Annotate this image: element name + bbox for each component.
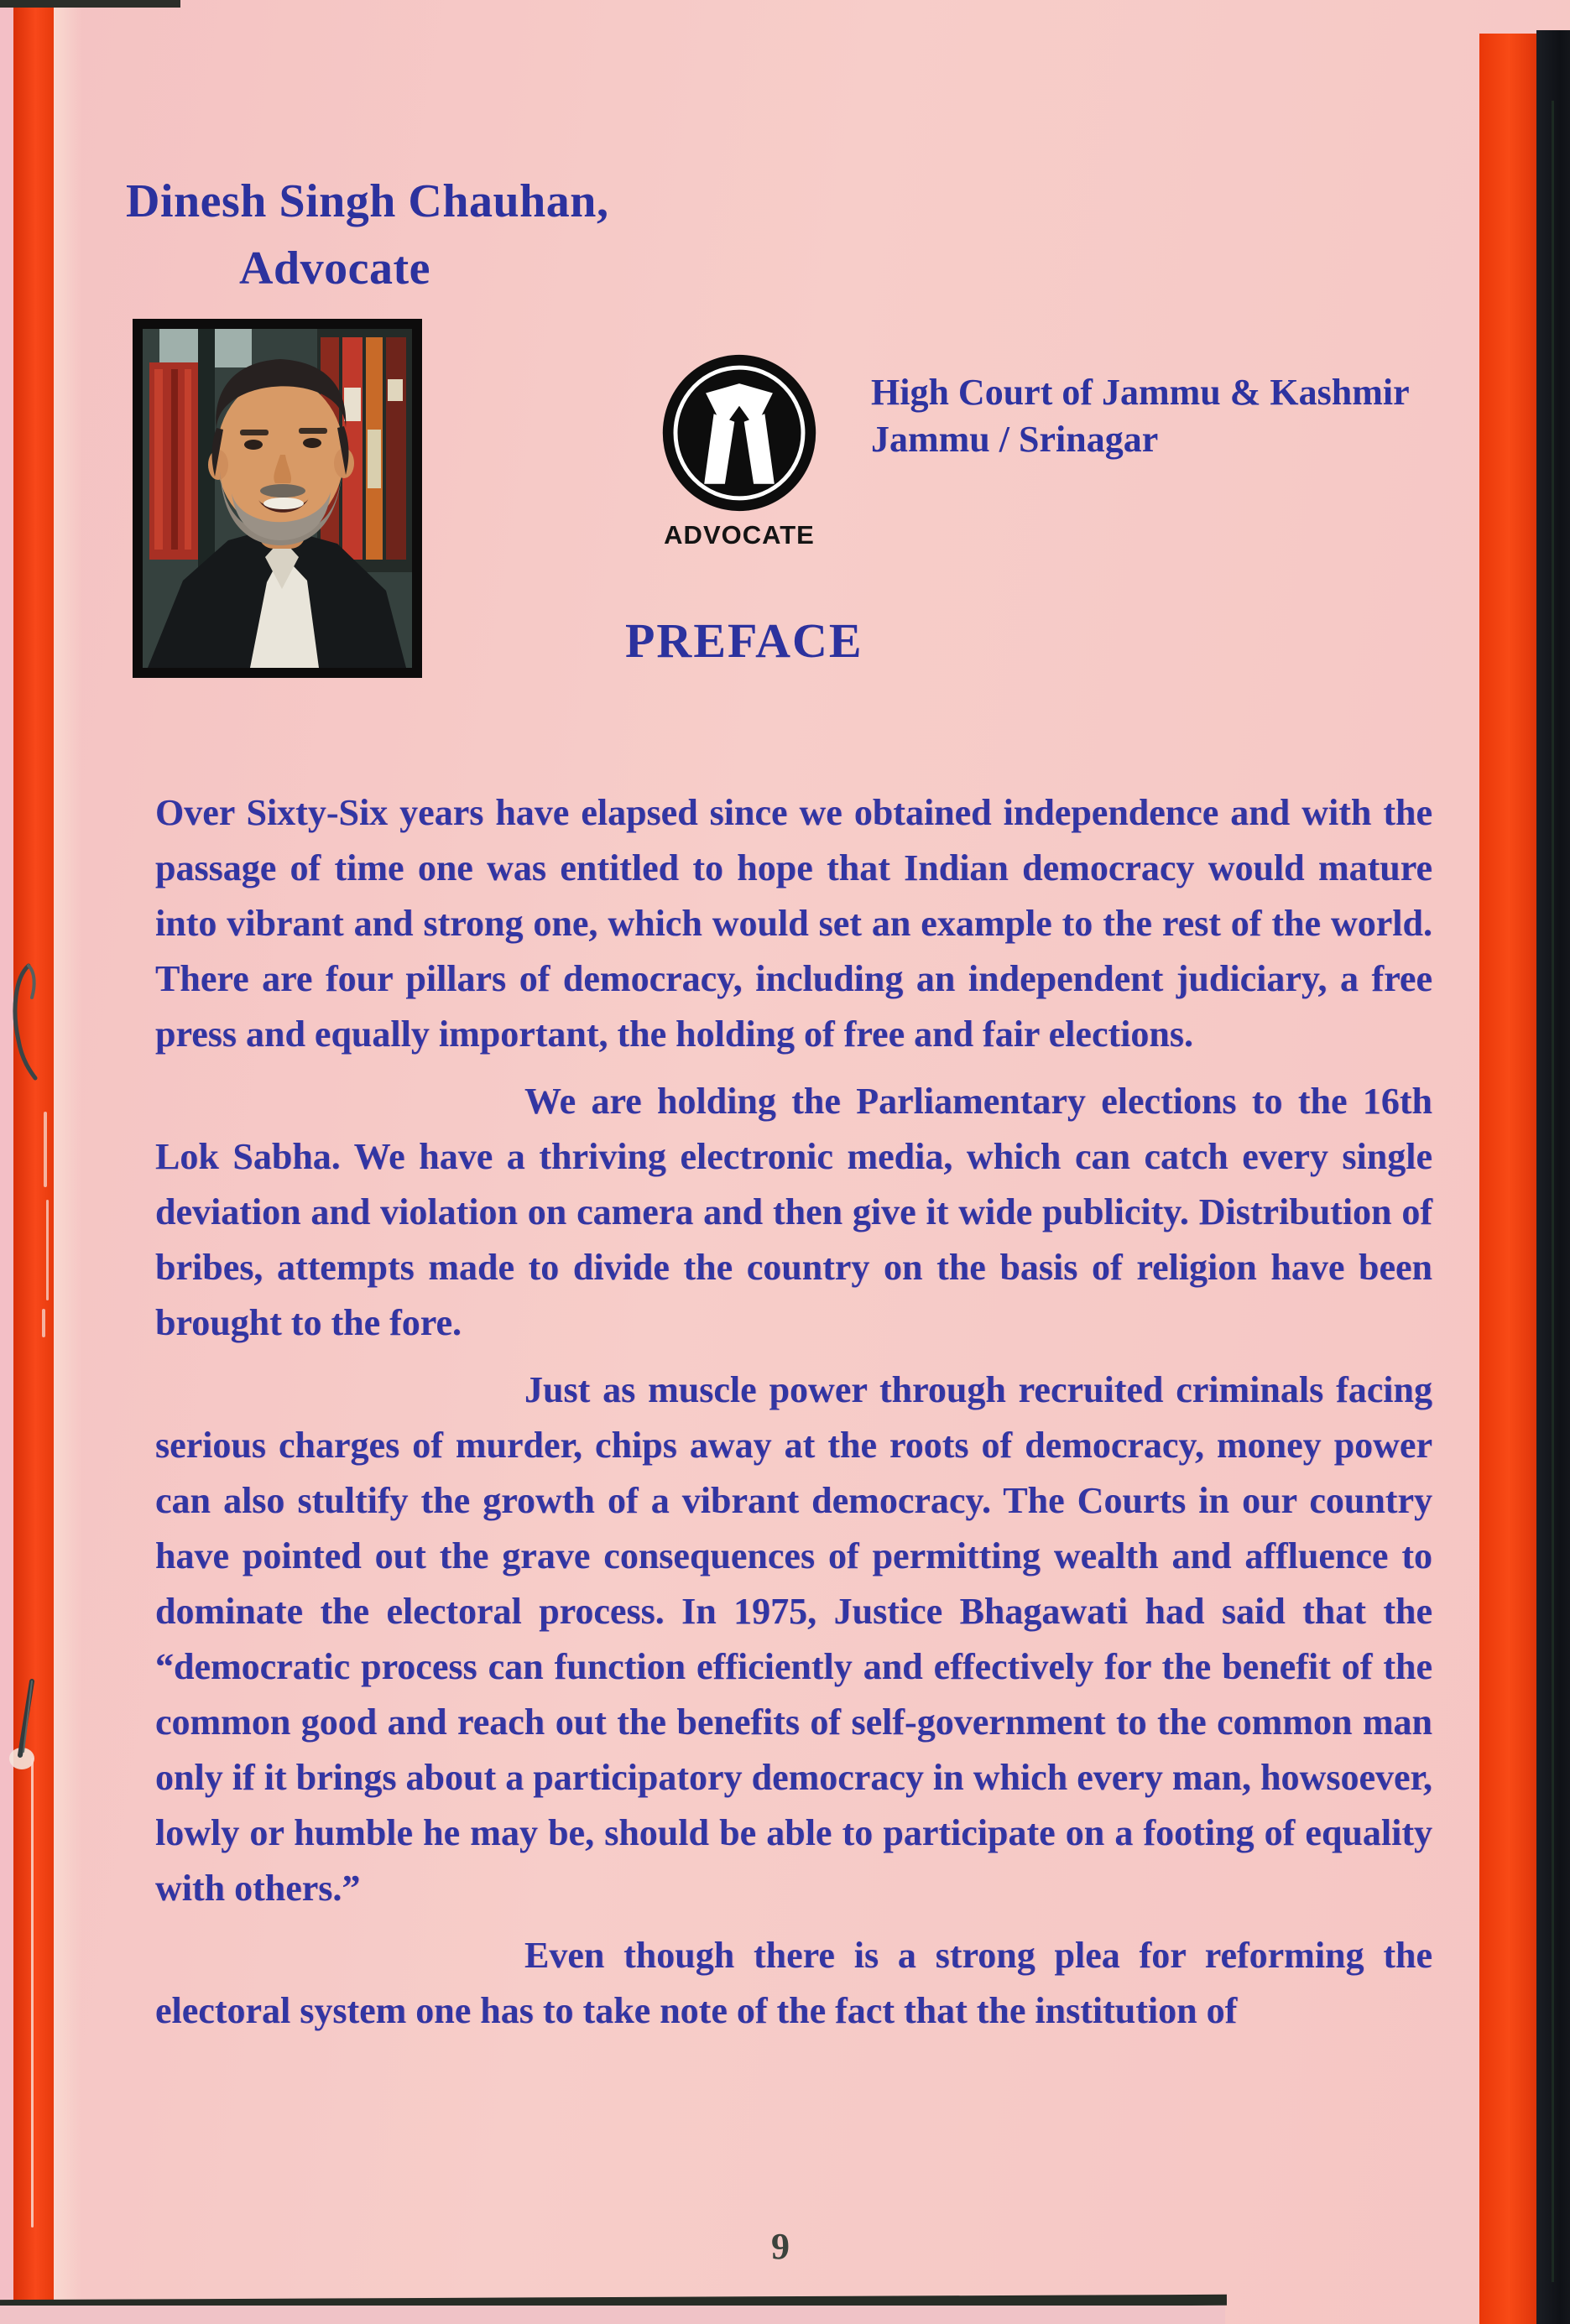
preface-paragraph-4: Even though there is a strong plea for reforming the electoral system one has to take note of the fact that the institution of [155, 1935, 1432, 2031]
left-binding-stripe [13, 0, 54, 2324]
staple-wire-icon [7, 961, 40, 1086]
preface-paragraph-2: We are holding the Parliamentary elections to the 16th Lok Sabha. We have a thriving electronic media, which can catch every single deviation and violation on camera and then give it wide publicity. Distribution of bribes, attempts made to divide the country on the basis of religion have been brought to the fore. [155, 1081, 1432, 1343]
advocate-logo-icon [660, 351, 819, 515]
stripe-scuff [42, 1309, 45, 1337]
top-left-scan-sliver [0, 0, 180, 8]
stripe-scuff [44, 1112, 47, 1187]
court-name: High Court of Jammu & Kashmir [871, 372, 1410, 413]
author-name: Dinesh Singh Chauhan, [126, 175, 609, 227]
preface-paragraph-1: Over Sixty-Six years have elapsed since we obtained independence and with the passage of time one was entitled to hope that Indian democracy would mature into vibrant and strong one, which would set an example to the rest of the world. There are four pillars of democracy, including an independent judiciary, a free press and equally important, the holding of free and fair elections. [155, 792, 1432, 1055]
preface-body [155, 785, 1432, 2050]
stripe-scuff [46, 1200, 49, 1300]
left-stripe-shadow [54, 0, 82, 2324]
staple-pin-icon [7, 1678, 44, 1779]
advocate-logo-caption: ADVOCATE [664, 520, 815, 550]
binding-crease [31, 1758, 34, 2228]
author-portrait-photo [133, 319, 422, 678]
right-edge-highlight [1552, 101, 1554, 2282]
bottom-scan-margin [0, 2306, 1225, 2324]
court-location: Jammu / Srinagar [871, 419, 1159, 460]
right-binding-stripe [1479, 34, 1538, 2324]
author-title: Advocate [239, 242, 430, 294]
preface-paragraph-3: Just as muscle power through recruited criminals facing serious charges of murder, chips away at the roots of democracy, money power can also stultify the growth of a vibrant democracy. The Courts in our country have pointed out the grave consequences of permitting wealth and affluence to dominate the electoral process. In 1975, Justice Bhagawati had said that the “democratic process can function efficiently and effectively for the benefit of the common good and reach out the benefits of self-government to the common man only if it brings about a participatory democracy in which every man, howsoever, lowly or humble he may be, should be able to participate on a footing of equality with others.” [155, 1369, 1432, 1909]
preface-heading: PREFACE [625, 613, 863, 668]
page-number: 9 [771, 2226, 790, 2267]
